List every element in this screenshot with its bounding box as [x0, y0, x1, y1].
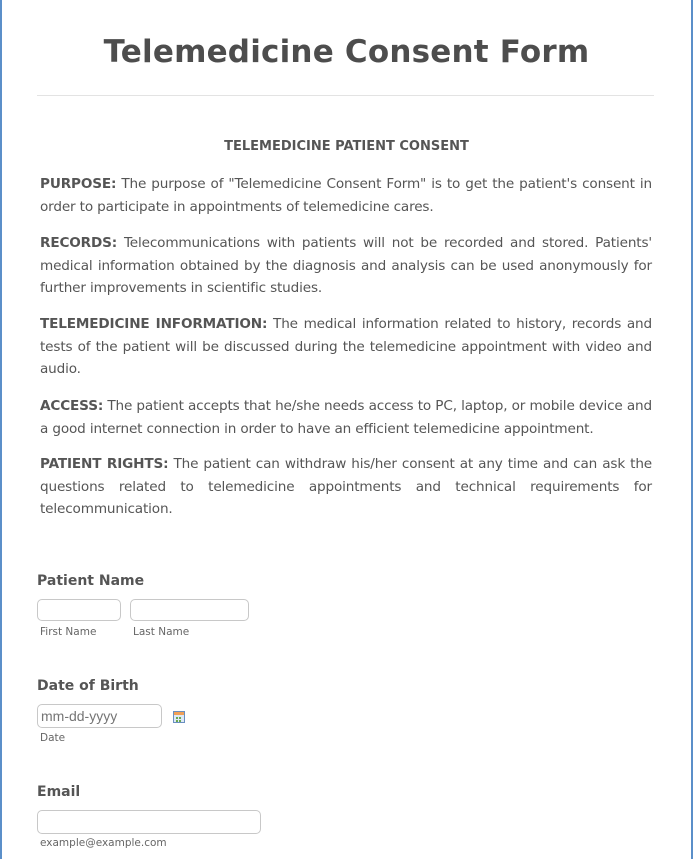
last-name-input[interactable] [130, 599, 249, 621]
section-records [40, 232, 652, 300]
email-label: Email [37, 784, 81, 800]
section-text: The patient accepts that he/she needs access to PC, laptop, or mobile device and a good internet connection in order to have an efficient telemedicine appointment. [40, 398, 652, 437]
title-divider [37, 95, 654, 96]
consent-heading: TELEMEDICINE PATIENT CONSENT [224, 139, 469, 154]
section-purpose [40, 173, 652, 218]
section-label: ACCESS: [40, 398, 104, 414]
dob-input[interactable] [37, 704, 162, 728]
section-patient-rights [40, 453, 652, 521]
section-label: TELEMEDICINE INFORMATION: [40, 316, 268, 332]
email-sublabel: example@example.com [40, 837, 167, 849]
calendar-icon[interactable] [173, 711, 185, 723]
section-text: The purpose of "Telemedicine Consent Form" is to get the patient's consent in order to participate in appointments of telemedicine cares. [40, 176, 652, 215]
section-label: RECORDS: [40, 235, 118, 251]
section-telemedicine-information [40, 313, 652, 381]
section-access [40, 395, 652, 440]
first-name-input[interactable] [37, 599, 121, 621]
section-text: The patient can withdraw his/her consent at any time and can ask the questions related to telemedicine appointments and technical requirements for telecommunication. [40, 456, 652, 517]
email-input[interactable] [37, 810, 261, 834]
last-name-sublabel: Last Name [133, 626, 190, 638]
form-title: Telemedicine Consent Form [103, 34, 590, 70]
section-label: PATIENT RIGHTS: [40, 456, 169, 472]
patient-name-label: Patient Name [37, 573, 145, 589]
section-text: Telecommunications with patients will not be recorded and stored. Patients' medical information obtained by the diagnosis and analysis can be used anonymously for further improvements in scientific studies. [40, 235, 652, 296]
dob-sublabel: Date [40, 732, 66, 744]
section-text: The medical information related to history, records and tests of the patient will be discussed during the telemedicine appointment with video and audio. [40, 316, 653, 377]
section-label: PURPOSE: [40, 176, 117, 192]
first-name-sublabel: First Name [40, 626, 97, 638]
dob-label: Date of Birth [37, 678, 139, 694]
